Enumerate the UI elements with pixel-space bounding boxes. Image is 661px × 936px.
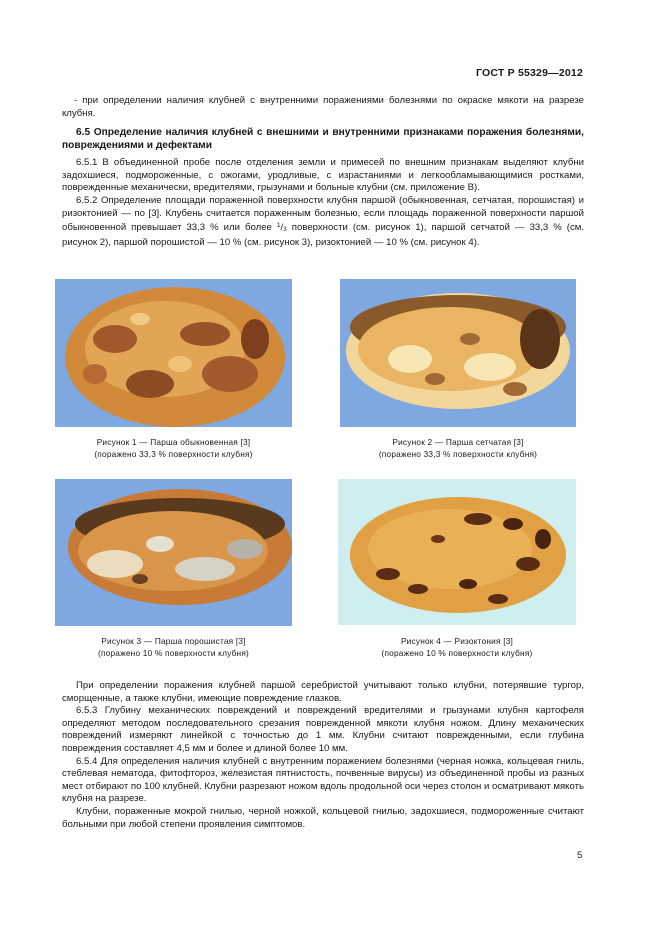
paragraph-6-5-2-end: поверхности (см. рисунок 1), паршой сетчатой — 33,3 % (см. рисунок 2), паршой порошистой — 10 % (см. рисунок 3), ризоктонией — 10 % (см. рисунок 4). <box>62 222 585 248</box>
figure-2-caption <box>340 437 576 460</box>
figure-3-caption-title: Рисунок 3 — Парша порошистая [3] <box>101 636 246 646</box>
figure-4-caption-note: (поражено 10 % поверхности клубня) <box>381 647 533 658</box>
fraction-denominator: 3 <box>283 226 287 234</box>
fraction-numerator: 1 <box>276 222 281 230</box>
figure-3-image <box>55 479 292 626</box>
body-text-bottom <box>62 680 584 831</box>
figure-1-caption-note: (поражено 33,3 % поверхности клубня) <box>94 448 253 459</box>
figure-1-caption-title: Рисунок 1 — Парша обыкновенная [3] <box>96 437 251 447</box>
figure-1-image <box>55 279 292 427</box>
body-text-top <box>62 95 584 249</box>
paragraph-6-5-1: 6.5.1 В объединенной пробе после отделения земли и примесей по внешним признакам выделяют клубни задохшиеся, подмороженные, с ожогами, уродливые, с израстаниями и легкообламывающимися ростками, поврежденные механически, вредителями, грызунами и больные клубни (см. приложение В). <box>62 157 584 194</box>
figure-3-caption <box>55 636 292 659</box>
figure-3-caption-note: (поражено 10 % поверхности клубня) <box>98 647 249 658</box>
figure-4-caption <box>338 636 576 659</box>
intro-paragraph: - при определении наличия клубней с внутренними поражениями болезнями по окраске мякоти на разрезе клубня. <box>62 95 584 119</box>
figure-1-caption <box>55 437 292 460</box>
figure-2-caption-title: Рисунок 2 — Парша сетчатая [3] <box>392 437 524 447</box>
figure-2-image <box>340 279 576 427</box>
paragraph-6-5-4: 6.5.4 Для определения наличия клубней с внутренним поражением болезнями (черная ножка, кольцевая гниль, стеблевая нематода, фитофтороз, железистая пятнистость, почвенные вирусы) из объединенной пробы из разных мест отбирают по 100 клубней. Клубни разрезают ножом вдоль продольной оси через столон и осматривают мякоть клубня на разрезе. <box>62 755 584 805</box>
paragraph-diseased-tubers: Клубни, пораженные мокрой гнилью, черной ножкой, кольцевой гнилью, задохшиеся, подмороженные считают больными при любой степени проявления симптомов. <box>62 805 584 830</box>
figure-4-image <box>338 479 576 625</box>
figure-4-caption-title: Рисунок 4 — Ризоктония [3] <box>400 636 514 646</box>
paragraph-6-5-3: 6.5.3 Глубину механических повреждений и повреждений вредителями и грызунами клубня картофеля определяют методом последовательного срезания поврежденной мякоти клубня ножом. Длину механических повреждений измеряют линейкой с точностью до 1 мм. Клубни считают поврежденными, если глубина повреждения составляет 4,5 мм и более и длиной более 10 мм. <box>62 705 584 754</box>
section-heading: 6.5 Определение наличия клубней с внешними и внутренними признаками поражения болезнями, повреждениями и дефектами <box>62 127 584 152</box>
page-number: 5 <box>577 850 583 861</box>
paragraph-silver-scurf: При определении поражения клубней паршой серебристой учитывают только клубни, потерявшие тургор, сморщенные, а также клубни, имеющие повреждение глазков. <box>62 680 584 704</box>
figure-2-caption-note: (поражено 33,3 % поверхности клубня) <box>378 448 538 459</box>
paragraph-6-5-2: 6.5.2 Определение площади пораженной поверхности клубня паршой (обыкновенная, сетчатая, порошистая) и ризоктонией — по [3]. Клубень считается пораженным болезнью, если площадь пораженной поверхности паршой обыкновенной превышает 33,3 % или более $^1/_3$ поверхности (см. рисунок 1), паршой сетчатой — 33,3 % (см. рисунок 2), паршой порошистой — 10 % (см. рисунок 3), ризоктонией — 10 % (см. рисунок 4). <box>62 194 585 248</box>
paragraph-6-5-2-start: 6.5.2 Определение площади пораженной поверхности клубня паршой (обыкновенная, сетчатая, порошистая) и ризоктонией — по [3]. Клубень считается пораженным болезнью, если площадь пораженной поверхности паршой обыкновенной превышает 33,3 % или более <box>62 194 584 234</box>
standard-header: ГОСТ Р 55329—2012 <box>475 67 583 79</box>
